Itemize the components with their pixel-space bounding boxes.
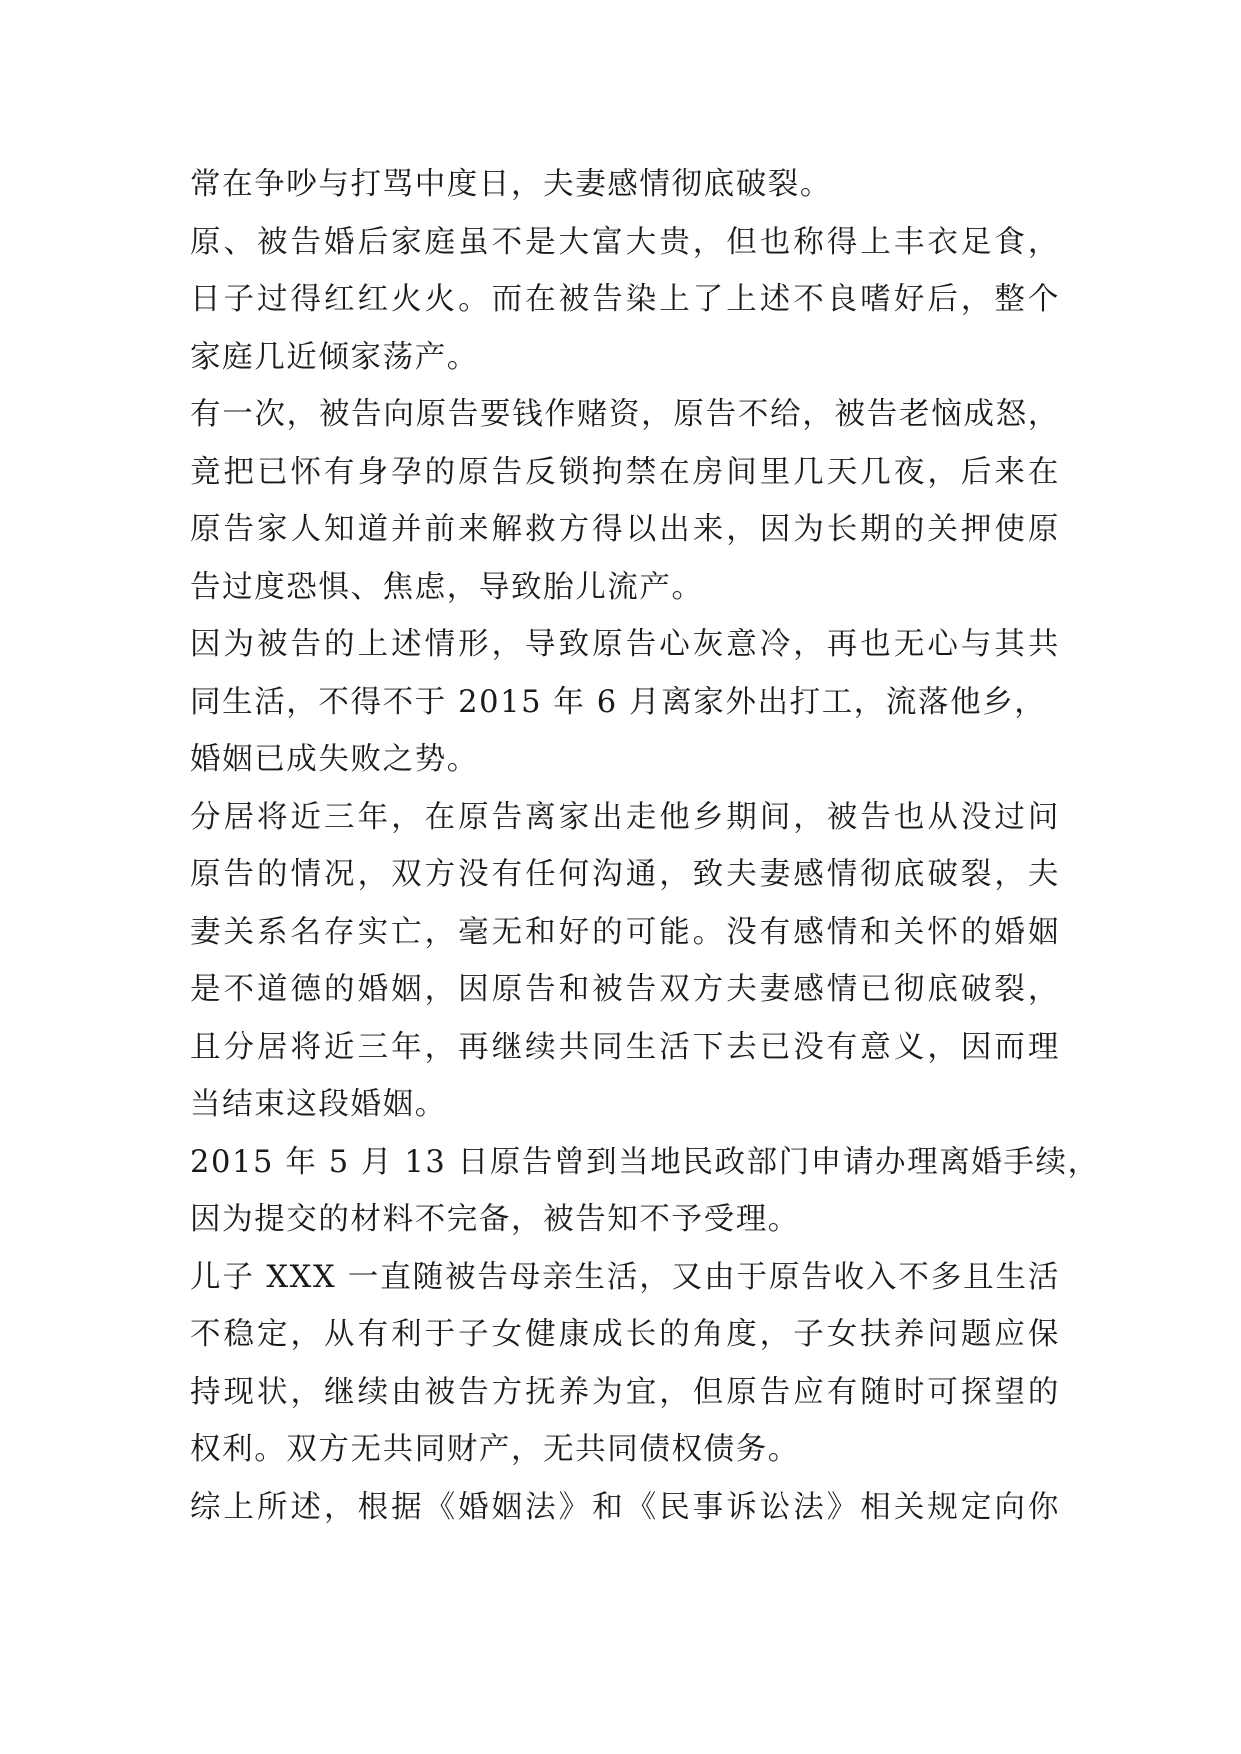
text-line: 权利。双方无共同财产，无共同债权债务。 <box>190 1432 800 1467</box>
text-line: 妻关系名存实亡，毫无和好的可能。没有感情和关怀的婚姻 <box>190 914 1060 950</box>
text-line: 是不道德的婚姻，因原告和被告双方夫妻感情已彻底破裂， <box>190 972 1060 1007</box>
text-line: 原、被告婚后家庭虽不是大富大贵，但也称得上丰衣足食， <box>190 224 1060 260</box>
text-line: 原告家人知道并前来解救方得以出来，因为长期的关押使原 <box>190 512 1060 547</box>
paragraph <box>190 214 1060 387</box>
text-line: 综上所述，根据《婚姻法》和《民事诉讼法》相关规定向你 <box>190 1489 1060 1525</box>
paragraph <box>190 789 1060 1134</box>
text-line: 2015 年 5 月 13 日原告曾到当地民政部门申请办理离婚手续， <box>190 1144 1100 1180</box>
text-line: 因为提交的材料不完备，被告知不予受理。 <box>190 1202 800 1237</box>
text-line: 常在争吵与打骂中度日，夫妻感情彻底破裂。 <box>190 167 832 202</box>
text-line: 持现状，继续由被告方抚养为宜，但原告应有随时可探望的 <box>190 1374 1060 1410</box>
paragraph <box>190 386 1060 616</box>
text-line: 原告的情况，双方没有任何沟通，致夫妻感情彻底破裂，夫 <box>190 857 1060 892</box>
paragraph <box>190 1134 1100 1249</box>
text-line: 竟把已怀有身孕的原告反锁拘禁在房间里几天几夜，后来在 <box>190 454 1060 490</box>
text-line: 告过度恐惧、焦虑，导致胎儿流产。 <box>190 569 704 605</box>
paragraph <box>190 1479 1060 1537</box>
text-line: 日子过得红红火火。而在被告染上了上述不良嗜好后，整个 <box>190 282 1060 317</box>
text-line: 同生活，不得不于 2015 年 6 月离家外出打工，流落他乡， <box>190 684 1047 720</box>
text-line: 儿子 XXX 一直随被告母亲生活，又由于原告收入不多且生活 <box>190 1259 1060 1295</box>
text-line: 不稳定，从有利于子女健康成长的角度，子女扶养问题应保 <box>190 1317 1060 1352</box>
text-line: 家庭几近倾家荡产。 <box>190 339 479 375</box>
text-line: 因为被告的上述情形，导致原告心灰意冷，再也无心与其共 <box>190 627 1060 662</box>
text-line: 分居将近三年，在原告离家出走他乡期间，被告也从没过问 <box>190 799 1060 835</box>
document-body <box>190 156 1100 1536</box>
paragraph <box>190 1249 1060 1479</box>
text-line: 婚姻已成失败之势。 <box>190 742 479 777</box>
text-line: 且分居将近三年，再继续共同生活下去已没有意义，因而理 <box>190 1029 1060 1065</box>
text-line: 有一次，被告向原告要钱作赌资，原告不给，被告老恼成怒， <box>190 397 1060 432</box>
paragraph <box>190 616 1060 789</box>
text-line: 当结束这段婚姻。 <box>190 1087 447 1122</box>
paragraph <box>190 156 1060 214</box>
